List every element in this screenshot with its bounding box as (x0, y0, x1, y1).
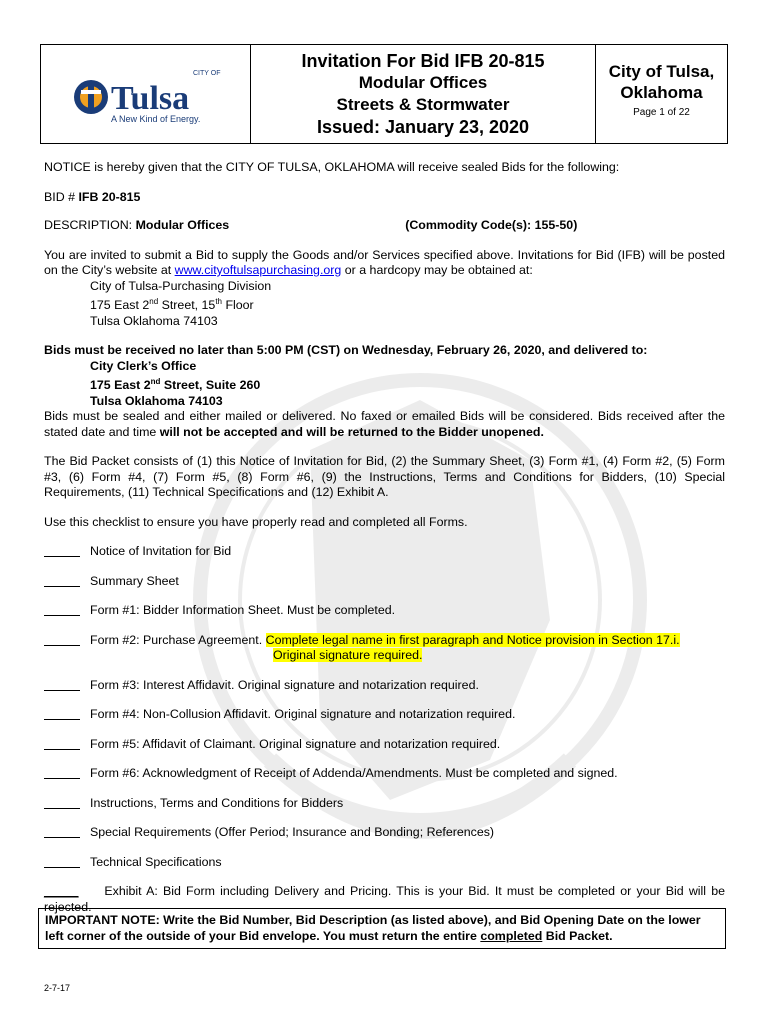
addr-part: Street, Suite 260 (160, 378, 261, 393)
sealed-text-bold: will not be accepted and will be returned to the Bidder unopened. (159, 424, 544, 439)
checkbox-blank[interactable] (44, 737, 80, 750)
description-value: Modular Offices (135, 218, 230, 232)
checkbox-blank[interactable] (44, 855, 80, 868)
description-line (44, 218, 725, 234)
checklist-item-label: Notice of Invitation for Bid (90, 544, 232, 559)
address-line: Tulsa Oklahoma 74103 (90, 313, 218, 328)
addr-sup: th (215, 297, 222, 306)
addr-sup: nd (150, 377, 161, 387)
title-line: Modular Offices (358, 73, 488, 92)
checkbox-blank[interactable] (44, 544, 80, 557)
important-underlined: completed (480, 928, 543, 943)
checklist-item[interactable] (44, 855, 725, 871)
bid-label: BID # (44, 189, 79, 204)
bid-value: IFB 20-815 (78, 189, 141, 204)
checklist-item-label: Form #1: Bidder Information Sheet. Must be completed. (90, 603, 396, 618)
checklist-item[interactable] (44, 766, 725, 782)
clerk-address-line: City Clerk’s Office (90, 358, 197, 373)
checklist-item-label: Summary Sheet (90, 573, 179, 588)
bid-number (44, 190, 725, 206)
checkbox-blank[interactable] (44, 707, 80, 720)
state-name: Oklahoma (620, 83, 703, 102)
highlighted-requirement: Original signature required. (273, 648, 423, 663)
city-cell (596, 45, 727, 159)
clerk-address-line: Tulsa Oklahoma 74103 (90, 393, 223, 408)
checkbox-blank[interactable] (44, 678, 80, 691)
important-text-end: Bid Packet. (542, 928, 613, 943)
checklist-item[interactable] (44, 796, 725, 812)
checklist-item[interactable] (44, 678, 725, 694)
addr-part: 175 East 2 (90, 378, 151, 393)
footer-revision: 2-7-17 (44, 983, 71, 993)
checklist-item[interactable] (44, 633, 725, 664)
title-cell (251, 45, 596, 143)
checklist-item[interactable] (44, 574, 725, 590)
checkbox-blank[interactable] (44, 796, 80, 809)
purchasing-website-link[interactable]: www.cityoftulsapurchasing.org (174, 263, 342, 277)
svg-text:Tulsa: Tulsa (111, 80, 190, 117)
checkbox-blank[interactable] (44, 574, 80, 587)
checkbox-blank[interactable] (44, 766, 80, 779)
commodity-code: (Commodity Code(s): 155-50) (405, 218, 578, 232)
important-note-box (38, 908, 726, 949)
checklist-intro: Use this checklist to ensure you have properly read and completed all Forms. (44, 514, 468, 529)
logo-cell (41, 45, 251, 143)
notice-text: NOTICE is hereby given that the CITY OF TULSA, OKLAHOMA will receive sealed Bids for the following: (44, 160, 620, 174)
checklist-item-label: Form #5: Affidavit of Claimant. Original signature and notarization required. (90, 736, 501, 751)
checklist-item-label: Form #3: Interest Affidavit. Original signature and notarization required. (90, 677, 479, 692)
document-body (44, 150, 725, 915)
invite-paragraph (44, 248, 725, 279)
addr-sup: nd (149, 297, 159, 306)
title-line: Invitation For Bid IFB 20-815 (301, 51, 545, 71)
checkbox-blank[interactable] (44, 603, 80, 616)
checklist-item-label: Form #4: Non-Collusion Affidavit. Original signature and notarization required. (90, 707, 516, 722)
checkbox-blank[interactable] (44, 825, 80, 838)
addr-part: 175 East 2 (90, 298, 150, 313)
document-header (40, 44, 728, 144)
checklist-item[interactable] (44, 737, 725, 753)
checklist-item-label: Form #6: Acknowledgment of Receipt of Addenda/Amendments. Must be completed and signed. (90, 766, 618, 781)
sealed-text: Bids must be sealed and either mailed or delivered. No faxed or emailed Bids will be considered. Bids received after the stated date and time (44, 409, 725, 439)
checklist (44, 544, 725, 870)
deadline-heading: Bids must be received no later than 5:00 PM (CST) on Wednesday, February 26, 2020, and delivered to: (44, 343, 648, 358)
checklist-item-label (90, 633, 680, 664)
addr-part: Street, 15 (158, 298, 216, 313)
address-line (44, 294, 725, 314)
invite-text: You are invited to submit a Bid to supply the Goods and/or Services specified above. Invitations for Bid (IFB) will be posted on the City’s website at (44, 247, 725, 277)
addr-part: Floor (222, 298, 254, 313)
checkbox-blank[interactable]: _____ (44, 884, 79, 899)
exhibit-text: Exhibit A: Bid Form including Delivery and Pricing. This is your Bid. It must be completed or your Bid will be rejected. (44, 884, 725, 914)
checklist-item-label: Instructions, Terms and Conditions for Bidders (90, 795, 344, 810)
sealed-bids-text (44, 409, 725, 440)
checklist-item-label: Special Requirements (Offer Period; Insurance and Bonding; References) (90, 825, 495, 840)
clerk-address-line (44, 374, 725, 394)
checklist-item[interactable] (44, 825, 725, 841)
packet-paragraph: The Bid Packet consists of (1) this Notice of Invitation for Bid, (2) the Summary Sheet, (3) Form #1, (4) Form #2, (5) Form #3, (6) Form #4, (7) Form #5, (8) Form #6, (9) the Instructions, Terms and Conditions for Bidders, (10) Special Requirements, (11) Technical Specifications and (12) Exhibit A. (44, 454, 725, 500)
checkbox-blank[interactable] (44, 633, 80, 646)
invite-text-end: or a hardcopy may be obtained at: (341, 263, 533, 277)
page-number: Page 1 of 22 (633, 107, 690, 118)
highlighted-requirement: Complete legal name in first paragraph and Notice provision in Section 17.i. (265, 632, 680, 647)
important-text: IMPORTANT NOTE: Write the Bid Number, Bid Description (as listed above), and Bid Opening Date on the lower left corner of the outside of your Bid envelope. You must return the entire (45, 913, 701, 943)
checklist-item-label: Technical Specifications (90, 854, 222, 869)
tulsa-logo-icon (41, 45, 250, 143)
city-name: City of Tulsa, (608, 62, 715, 81)
address-line: City of Tulsa-Purchasing Division (90, 278, 272, 293)
checklist-item[interactable] (44, 603, 725, 619)
description-label: DESCRIPTION: (44, 218, 136, 232)
title-line: Streets & Stormwater (336, 95, 510, 114)
svg-text:A New Kind of Energy.: A New Kind of Energy. (111, 114, 201, 124)
checklist-item[interactable] (44, 544, 725, 560)
title-line: Issued: January 23, 2020 (316, 117, 530, 137)
form2-text: Form #2: Purchase Agreement. (90, 632, 266, 647)
checklist-item[interactable] (44, 707, 725, 723)
svg-text:CITY OF: CITY OF (193, 70, 221, 77)
